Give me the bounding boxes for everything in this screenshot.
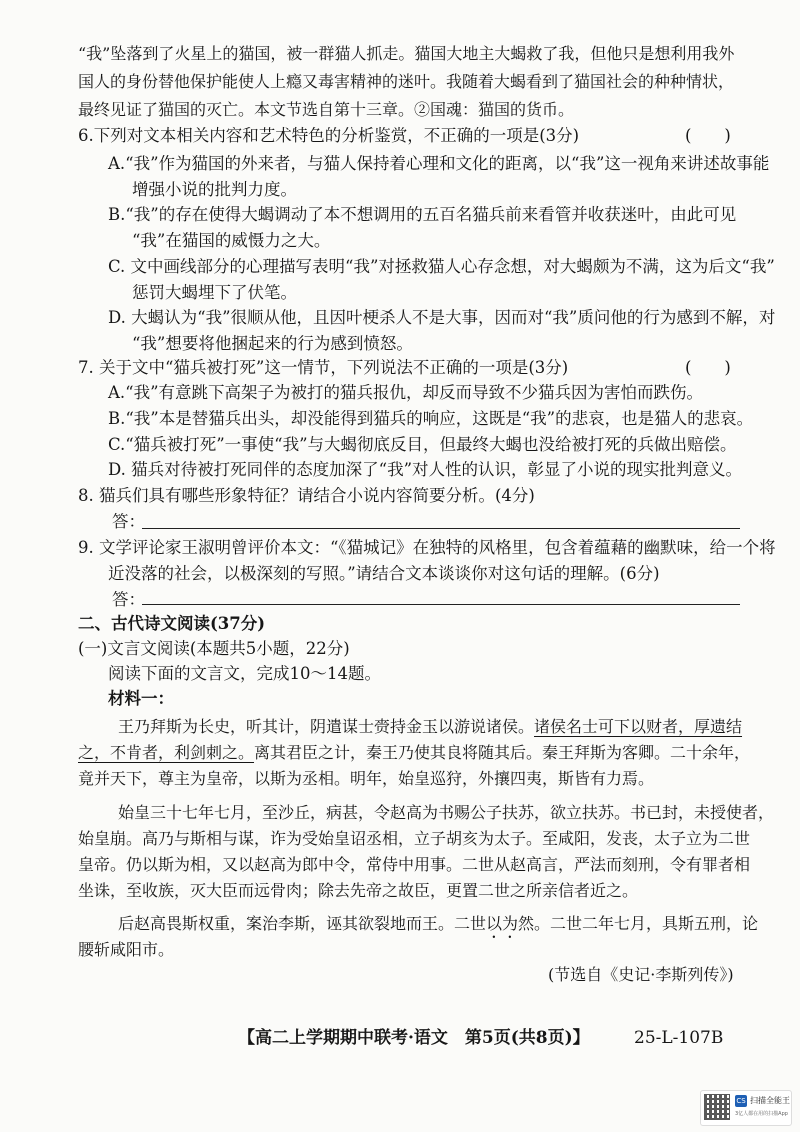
footer-code: 25-L-107B (634, 1028, 724, 1048)
camscanner-name: 扫描全能王 (750, 1096, 790, 1105)
q6-answer-paren[interactable]: ( ) (685, 126, 731, 145)
scanner-watermark (700, 1090, 792, 1126)
intro-line-2: 国人的身份替他保护能使人上瘾又毒害精神的迷叶。我随着大蝎看到了猫国社会的种种情状， (78, 72, 735, 91)
material-one-label: 材料一： (108, 689, 174, 708)
q6-option-d-line-2: “我”想要将他捆起来的行为感到愤怒。 (132, 334, 413, 353)
q8-answer-label: 答： (112, 512, 145, 531)
q6-option-b-line-1: B.“我”的存在使得大蝎调动了本不想调用的五百名猫兵前来看管并收获迷叶，由此可见 (108, 205, 737, 224)
passage-p2-line-4: 坐诛，至收族，灭大臣而远骨肉；除去先帝之故臣，更置二世之所亲信者近之。 (78, 881, 639, 900)
passage-underlined-sentence-b: 之，不肯者，利剑刺之。 (78, 743, 255, 762)
passage-p3-line-1-part-b: 然。二世二年七月，具斯五刑，论 (518, 914, 759, 933)
intro-line-1: “我”坠落到了火星上的猫国，被一群猫人抓走。猫国大地主大蝎救了我，但他只是想利用我外 (78, 44, 735, 63)
section-2-instruction: 阅读下面的文言文，完成10～14题。 (108, 664, 381, 683)
q7-stem: 7. 关于文中“猫兵被打死”这一情节，下列说法不正确的一项是(3分) (78, 358, 569, 377)
passage-p2-line-2: 始皇崩。高乃与斯相与谋，诈为受始皇诏丞相，立子胡亥为太子。至咸阳，发丧，太子立为二世 (78, 829, 751, 848)
passage-p1-line-3: 竟并天下，尊主为皇帝，以斯为丞相。明年，始皇巡狩，外攘四夷，斯皆有力焉。 (78, 769, 655, 788)
camscanner-tagline: 3亿人都在用的扫描App (735, 1111, 788, 1117)
q6-stem: 6.下列对文本相关内容和艺术特色的分析鉴赏，不正确的一项是(3分) (78, 126, 580, 145)
passage-underlined-sentence-a: 诸侯名士可下以财者，厚遗结 (534, 717, 743, 736)
passage-p1-line-2 (78, 741, 800, 765)
q6-option-a-line-2: 增强小说的批判力度。 (132, 180, 297, 199)
q9-stem-line-1: 9. 文学评论家王淑明曾评价本文：“《猫城记》在独特的风格里，包含着蕴藉的幽默味，给一个将 (78, 538, 776, 557)
q7-option-b: B.“我”本是替猫兵出头，却没能得到猫兵的响应，这既是“我”的悲哀，也是猫人的悲哀。 (108, 409, 754, 428)
passage-p2-line-1: 始皇三十七年七月，至沙丘，病甚，令赵高为书赐公子扶苏，欲立扶苏。书已封，未授使者， (118, 803, 775, 822)
q7-option-c: C.“猫兵被打死”一事使“我”与大蝎彻底反目，但最终大蝎也没给被打死的兵做出赔偿。 (108, 435, 737, 454)
q6-option-c-line-2: 惩罚大蝎埋下了伏笔。 (132, 283, 297, 302)
intro-line-3: 最终见证了猫国的灭亡。本文节选自第十三章。②国魂：猫国的货币。 (78, 100, 575, 119)
q6-option-b-line-2: “我”在猫国的威慑力之大。 (132, 231, 331, 250)
q6-option-c-line-1: C. 文中画线部分的心理描写表明“我”对拯救猫人心存念想，对大蝎颇为不满，这为后文“我” (108, 257, 775, 276)
passage-dotted-word: 以为 (486, 914, 519, 933)
section-2-title: 二、古代诗文阅读(37分) (78, 614, 266, 633)
q8-answer-line[interactable] (142, 528, 740, 529)
q6-option-d-line-1: D. 大蝎认为“我”很顺从他，且因叶梗杀人不是大事，因而对“我”质问他的行为感到不解，对 (108, 308, 776, 327)
passage-p3-line-1-part-a: 后赵高畏斯权重，案治李斯，诬其欲裂地而王。二世 (118, 914, 487, 933)
q7-answer-paren[interactable]: ( ) (685, 358, 731, 377)
passage-p1-line-1 (118, 715, 800, 739)
footer-title: 【高二上学期期中联考·语文 第5页(共8页)】 (238, 1028, 590, 1048)
q6-option-a-line-1: A.“我”作为猫国的外来者，与猫人保持着心理和文化的距离，以“我”这一视角来讲述故事能 (108, 154, 770, 173)
q7-option-d: D. 猫兵对待被打死同伴的态度加深了“我”对人性的认识，彰显了小说的现实批判意义。 (108, 460, 743, 479)
q8-stem: 8. 猫兵们具有哪些形象特征？请结合小说内容简要分析。(4分) (78, 486, 535, 505)
camscanner-logo-icon: CS (736, 1097, 746, 1105)
passage-source: (节选自《史记·李斯列传》) (548, 965, 734, 984)
q9-stem-line-2: 近没落的社会，以极深刻的写照。”请结合文本谈谈你对这句话的理解。(6分) (108, 564, 660, 583)
q7-option-a: A.“我”有意跳下高架子为被打的猫兵报仇，却反而导致不少猫兵因为害怕而跌伤。 (108, 383, 704, 402)
passage-p2-line-3: 皇帝。仍以斯为相，又以赵高为郎中令，常侍中用事。二世从赵高言，严法而刻刑，令有罪者相 (78, 855, 751, 874)
section-2-subtitle: (一)文言文阅读(本题共5小题，22分) (78, 639, 350, 658)
passage-p1-line-2-plain: 离其君臣之计，秦王乃使其良将随其后。秦王拜斯为客卿。二十余年， (254, 743, 751, 762)
qr-code-icon (704, 1094, 730, 1120)
passage-p1-line-1-plain: 王乃拜斯为长史，听其计，阴遣谋士赍持金玉以游说诸侯。 (118, 717, 535, 736)
q9-answer-line[interactable] (142, 604, 740, 605)
q9-answer-label: 答： (112, 590, 145, 609)
passage-p3-line-2: 腰斩咸阳市。 (78, 940, 175, 959)
